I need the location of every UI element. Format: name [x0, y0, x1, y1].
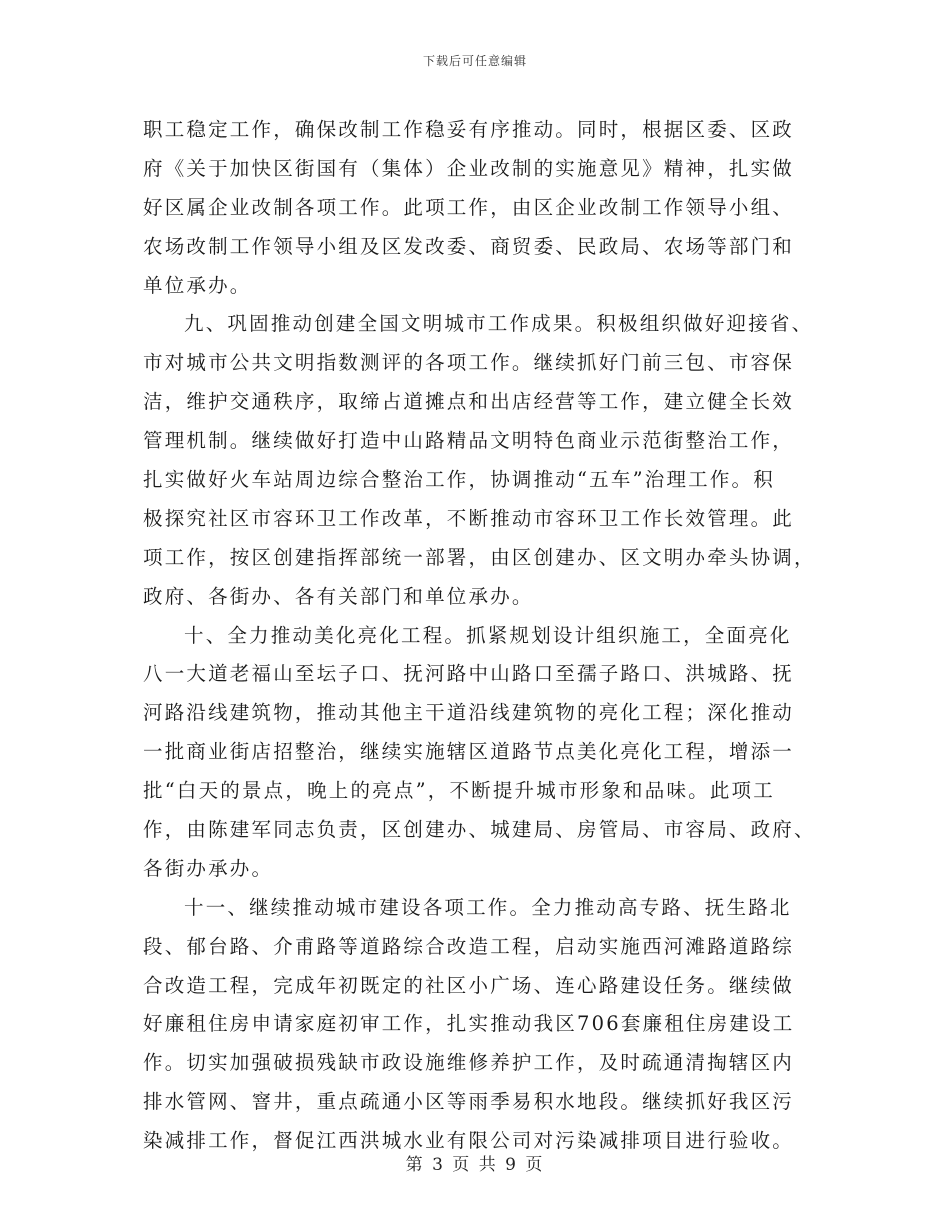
- page-header-note: 下载后可任意编辑: [422, 54, 527, 68]
- text-line: 洁，维护交通秩序，取缔占道摊点和出店经营等工作，建立健全长效: [143, 390, 795, 414]
- text-line: 作，由陈建军同志负责，区创建办、城建局、房管局、市容局、政府、: [143, 818, 816, 842]
- text-line: 染减排工作，督促江西洪城水业有限公司对污染减排项目进行验收。: [143, 1129, 795, 1153]
- text-line: 八一大道老福山至坛子口、抚河路中山路口至孺子路口、洪城路、抚: [143, 662, 795, 686]
- text-line: 政府、各街办、各有关部门和单位承办。: [143, 584, 534, 608]
- text-line: 一批商业街店招整治，继续实施辖区道路节点美化亮化工程，增添一: [143, 740, 795, 764]
- text-line: 河路沿线建筑物，推动其他主干道沿线建筑物的亮化工程；深化推动: [143, 701, 795, 725]
- paragraph-start-line: 十、全力推动美化亮化工程。抓紧规划设计组织施工，全面亮化: [184, 623, 792, 647]
- text-line: 各街办承办。: [143, 856, 274, 880]
- text-line: 扎实做好火车站周边综合整治工作，协调推动“五车”治理工作。积: [143, 468, 775, 492]
- text-line: 好廉租住房申请家庭初审工作，扎实推动我区706套廉租住房建设工: [143, 1012, 795, 1036]
- text-line: 单位承办。: [143, 273, 252, 297]
- text-line: 合改造工程，完成年初既定的社区小广场、连心路建设任务。继续做: [143, 973, 795, 997]
- text-line: 职工稳定工作，确保改制工作稳妥有序推动。同时，根据区委、区政: [143, 118, 795, 141]
- text-line: 段、郁台路、介甫路等道路综合改造工程，启动实施西河滩路道路综: [143, 934, 795, 958]
- document-body: [143, 111, 816, 1161]
- text-line: 项工作，按区创建指挥部统一部署，由区创建办、区文明办牵头协调，: [143, 545, 816, 569]
- text-line: 市对城市公共文明指数测评的各项工作。继续抓好门前三包、市容保: [143, 351, 795, 375]
- page-number: 第 3 页 共 9 页: [405, 1155, 545, 1175]
- text-line: 排水管网、窨井，重点疏通小区等雨季易积水地段。继续抓好我区污: [143, 1090, 795, 1114]
- text-line: 府《关于加快区街国有（集体）企业改制的实施意见》精神，扎实做: [143, 156, 795, 180]
- paragraph-start-line: 九、巩固推动创建全国文明城市工作成果。积极组织做好迎接省、: [184, 312, 814, 336]
- text-line: 作。切实加强破损残缺市政设施维修养护工作，及时疏通清掏辖区内: [143, 1051, 795, 1075]
- text-line: 批“白天的景点，晚上的亮点”，不断提升城市形象和品味。此项工: [143, 779, 775, 803]
- text-line: 好区属企业改制各项工作。此项工作，由区企业改制工作领导小组、: [143, 195, 795, 219]
- text-line: 管理机制。继续做好打造中山路精品文明特色商业示范街整治工作，: [143, 429, 795, 453]
- text-line: 农场改制工作领导小组及区发改委、商贸委、民政局、农场等部门和: [143, 234, 795, 258]
- paragraph-start-line: 十一、继续推动城市建设各项工作。全力推动高专路、抚生路北: [184, 895, 792, 919]
- text-line: 极探究社区市容环卫工作改革，不断推动市容环卫工作长效管理。此: [143, 506, 795, 530]
